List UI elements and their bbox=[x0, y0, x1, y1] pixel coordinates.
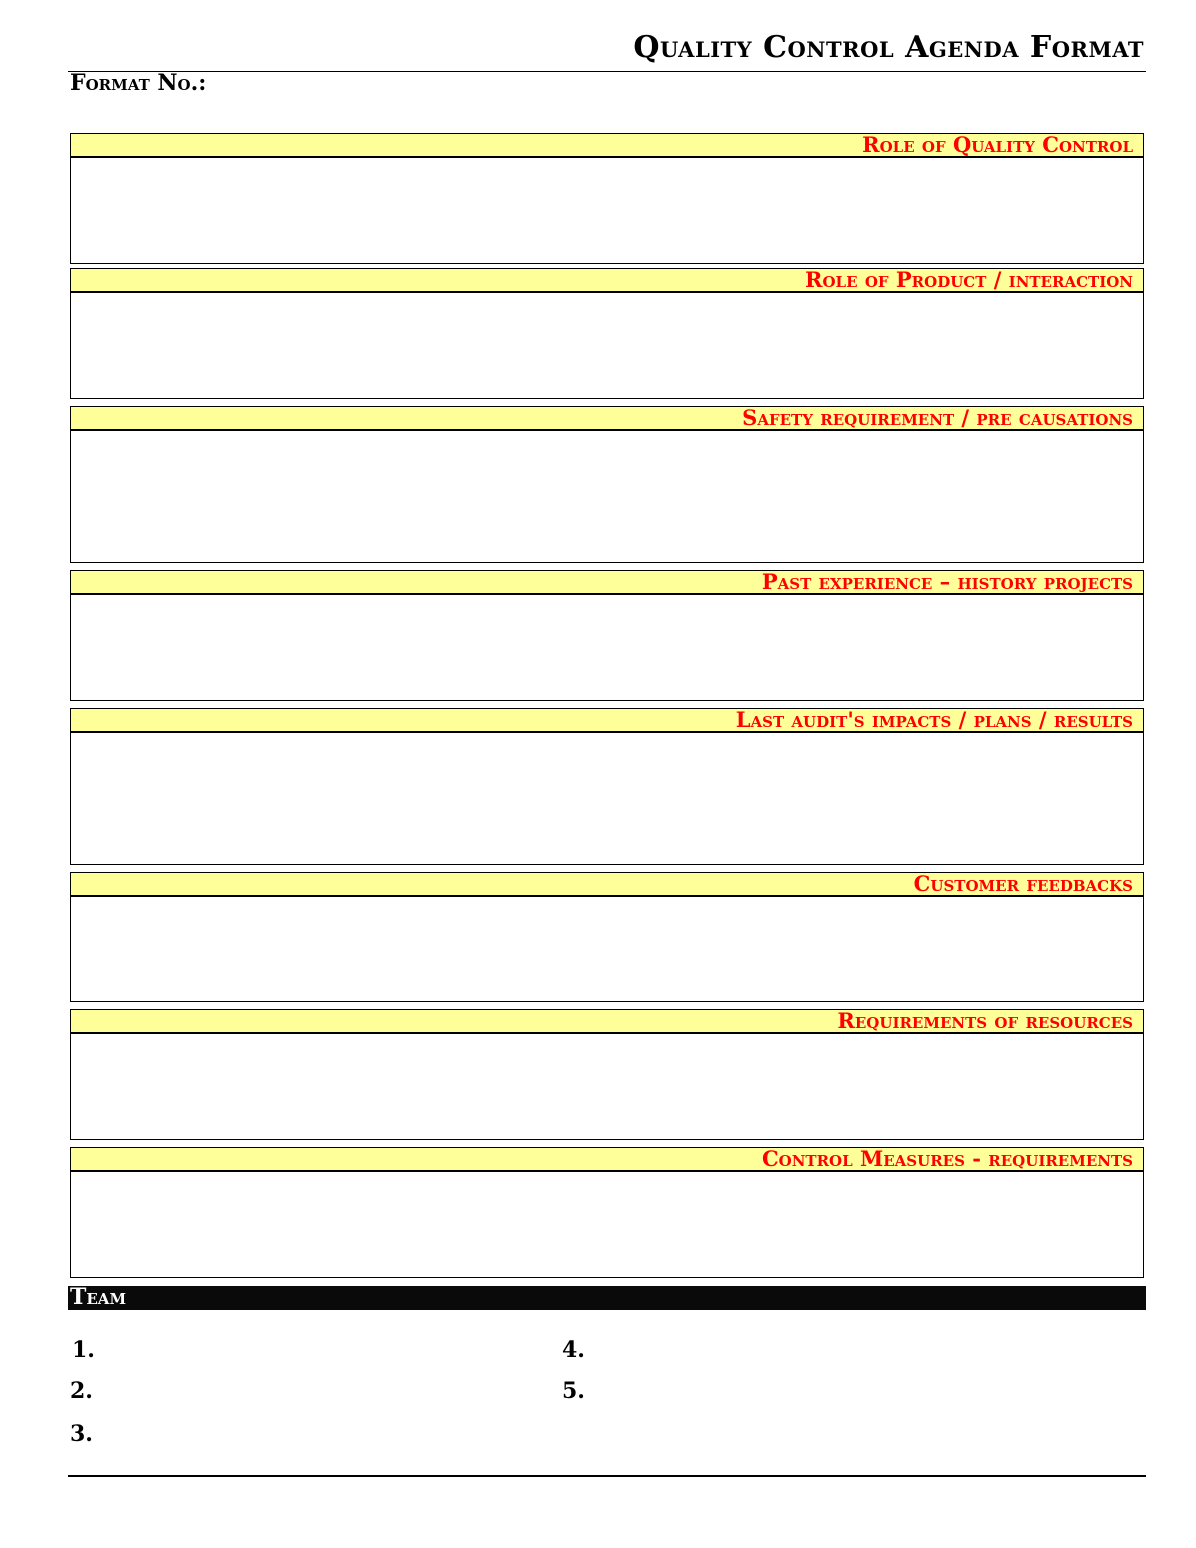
team-label: Team bbox=[70, 1284, 127, 1310]
document-title: Quality Control Agenda Format bbox=[633, 30, 1144, 65]
team-bar bbox=[68, 1286, 1146, 1310]
section-control-measures bbox=[70, 1147, 1144, 1278]
section-title: Past experience – history projects bbox=[761, 571, 1133, 594]
section-body-field[interactable] bbox=[71, 897, 1143, 1001]
section-header bbox=[71, 1148, 1143, 1172]
section-title: Role of Product / interaction bbox=[805, 269, 1133, 292]
section-header bbox=[71, 269, 1143, 293]
section-body-field[interactable] bbox=[71, 595, 1143, 700]
section-header bbox=[71, 134, 1143, 158]
format-no-label: Format No.: bbox=[70, 70, 207, 96]
section-requirements-resources bbox=[70, 1009, 1144, 1140]
section-header bbox=[71, 709, 1143, 733]
section-title: Safety requirement / pre causations bbox=[742, 407, 1133, 430]
section-title: Control Measures - requirements bbox=[761, 1148, 1133, 1171]
section-header bbox=[71, 873, 1143, 897]
section-title: Customer feedbacks bbox=[913, 873, 1133, 896]
section-body-field[interactable] bbox=[71, 431, 1143, 562]
section-header bbox=[71, 571, 1143, 595]
section-last-audit bbox=[70, 708, 1144, 865]
team-member-5: 5. bbox=[562, 1378, 585, 1404]
bottom-rule bbox=[68, 1475, 1146, 1477]
section-body-field[interactable] bbox=[71, 1034, 1143, 1139]
section-header bbox=[71, 1010, 1143, 1034]
section-title: Role of Quality Control bbox=[862, 134, 1133, 157]
section-header bbox=[71, 407, 1143, 431]
section-customer-feedbacks bbox=[70, 872, 1144, 1002]
section-role-product-interaction bbox=[70, 268, 1144, 399]
section-title: Last audit's impacts / plans / results bbox=[735, 709, 1133, 732]
section-body-field[interactable] bbox=[71, 293, 1143, 398]
section-body-field[interactable] bbox=[71, 1172, 1143, 1277]
team-member-4: 4. bbox=[562, 1337, 585, 1363]
team-member-2: 2. bbox=[70, 1378, 93, 1404]
section-role-quality-control bbox=[70, 133, 1144, 264]
section-body-field[interactable] bbox=[71, 158, 1143, 263]
title-rule bbox=[68, 71, 1146, 72]
team-member-3: 3. bbox=[70, 1421, 93, 1447]
section-body-field[interactable] bbox=[71, 733, 1143, 864]
team-member-1: 1. bbox=[72, 1337, 95, 1363]
section-past-experience bbox=[70, 570, 1144, 701]
section-safety-requirement bbox=[70, 406, 1144, 563]
section-title: Requirements of resources bbox=[837, 1010, 1133, 1033]
